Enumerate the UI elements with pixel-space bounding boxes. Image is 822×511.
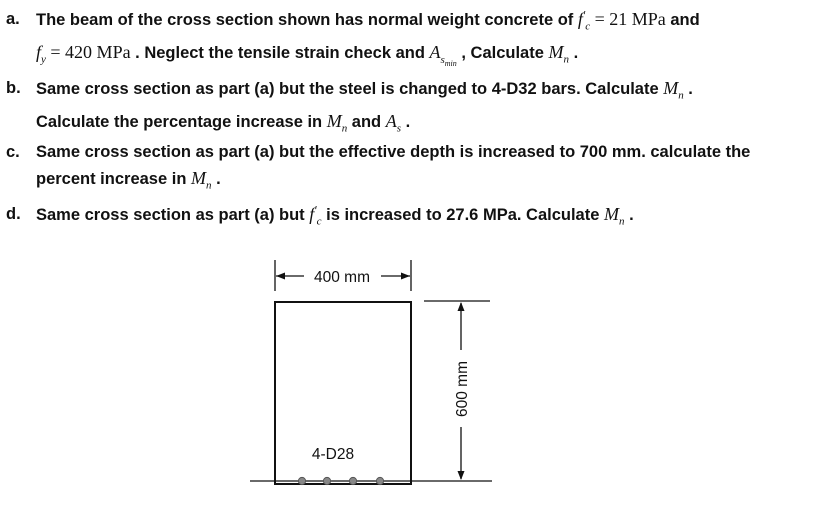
rebar-1 [298, 477, 305, 484]
question-b-text-1: Same cross section as part (a) but the steel is changed to 4-D32 bars. Calculate [36, 80, 664, 98]
question-a-text-3: . Neglect the tensile strain check and [130, 44, 430, 62]
as-min-symbol: $A_{s_{min}}$ [429, 42, 457, 68]
mn-symbol: $M_n$ [604, 204, 625, 228]
rebar-3 [349, 477, 356, 484]
mn-symbol: $M_n$ [548, 42, 569, 66]
fc-value: = 21 MPa [590, 9, 666, 29]
mn-symbol: $M_n$ [326, 111, 348, 135]
width-label: 400 mm [314, 269, 370, 286]
height-arrow-bottom-icon [458, 471, 465, 480]
height-arrow-top-icon [458, 302, 465, 311]
height-label: 600 mm [454, 361, 471, 417]
as-symbol: $A_s$ [385, 111, 401, 135]
fy-symbol: $f_y$ [36, 42, 46, 66]
mn-symbol: $M_n$ [191, 168, 212, 192]
question-b-letter: b. [6, 79, 21, 97]
fy-value: = 420 MPa [45, 42, 131, 62]
question-a-letter: a. [6, 10, 20, 28]
fc-symbol: $f'_c$ [309, 204, 322, 228]
question-b-end-1: . [683, 80, 693, 98]
question-b-text-2: Calculate the percentage increase in [36, 113, 327, 131]
question-d-letter: d. [6, 205, 21, 223]
question-d-text-2: is increased to 27.6 MPa. Calculate [321, 206, 604, 224]
question-d-text-1: Same cross section as part (a) but [36, 206, 310, 224]
question-a-text-1: The beam of the cross section shown has normal weight concrete of [36, 11, 578, 29]
question-a-text-4: , Calculate [456, 44, 549, 62]
question-c-end: . [211, 170, 221, 188]
bars-label: 4-D28 [311, 446, 355, 463]
question-c-text-1: Same cross section as part (a) but the effective depth is increased to 700 mm. calculate the [36, 143, 751, 161]
question-a-text-2: and [665, 11, 700, 29]
rebar-4 [376, 477, 383, 484]
fc-symbol: $f'_c$ [577, 9, 591, 33]
question-c-text-2: percent increase in [36, 170, 191, 188]
mn-symbol: $M_n$ [663, 78, 684, 102]
question-d-end: . [624, 206, 634, 224]
width-arrow-left-icon [276, 273, 285, 280]
question-a-end: . [568, 44, 579, 62]
question-c-letter: c. [6, 143, 20, 161]
question-b-text-3: and [347, 113, 386, 131]
rebar-2 [323, 477, 330, 484]
width-arrow-right-icon [401, 273, 410, 280]
question-b-end-2: . [401, 113, 411, 131]
